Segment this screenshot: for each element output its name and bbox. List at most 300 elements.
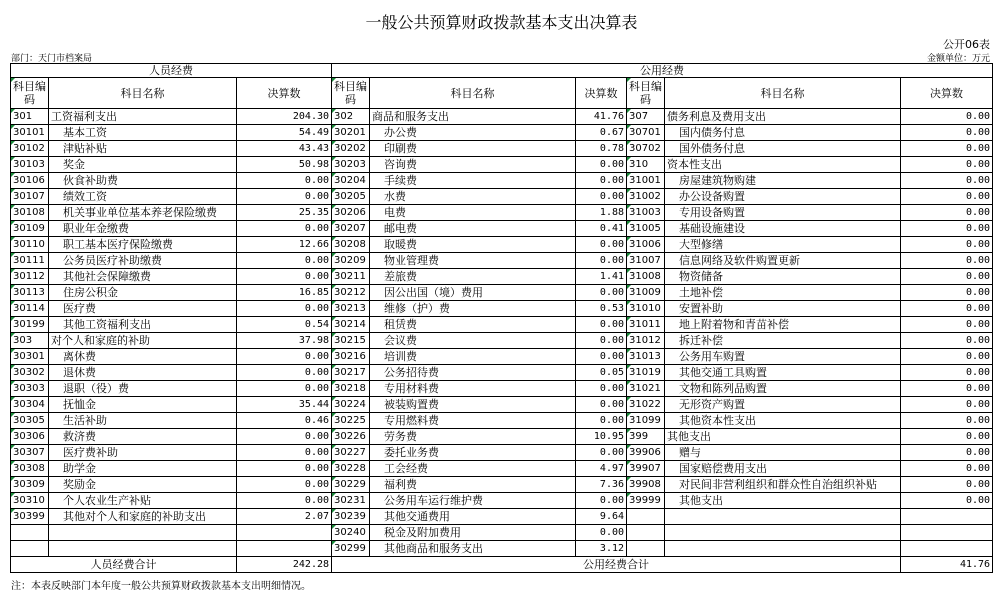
subject-name-cell: 委托业务费 [370, 445, 576, 461]
table-row [11, 269, 993, 285]
subject-name-cell: 维修（护）费 [370, 301, 576, 317]
subject-code-cell: 30114 [11, 301, 49, 317]
subject-code-cell: 31008 [627, 269, 665, 285]
table-row [11, 237, 993, 253]
subject-code-cell: 30206 [332, 205, 370, 221]
subject-code-cell: 30207 [332, 221, 370, 237]
subject-name-cell: 税金及附加费用 [370, 525, 576, 541]
amount-cell: 0.53 [576, 301, 627, 317]
subject-code-cell: 30212 [332, 285, 370, 301]
amount-cell: 10.95 [576, 429, 627, 445]
amount-cell: 0.00 [576, 333, 627, 349]
subject-code-cell: 30201 [332, 125, 370, 141]
subject-code-cell: 301 [11, 109, 49, 125]
public-total-label: 公用经费合计 [332, 557, 901, 573]
subject-name-cell: 手续费 [370, 173, 576, 189]
subject-code-cell: 30102 [11, 141, 49, 157]
subject-name-cell: 专用设备购置 [665, 205, 901, 221]
subject-name-cell: 印刷费 [370, 141, 576, 157]
subject-name-cell: 个人农业生产补贴 [49, 493, 237, 509]
amount-cell: 0.00 [576, 317, 627, 333]
public-total-value: 41.76 [901, 557, 993, 573]
subject-name-cell: 公务用车购置 [665, 349, 901, 365]
amount-cell: 0.00 [901, 413, 993, 429]
amount-cell: 0.00 [901, 333, 993, 349]
amount-cell: 0.00 [901, 269, 993, 285]
subject-code-cell: 30107 [11, 189, 49, 205]
subject-code-cell: 30218 [332, 381, 370, 397]
subject-name-cell: 绩效工资 [49, 189, 237, 205]
subject-name-cell: 租赁费 [370, 317, 576, 333]
column-header-row [11, 78, 993, 109]
subject-code-cell: 30308 [11, 461, 49, 477]
amount-cell: 0.54 [237, 317, 332, 333]
public-section-header: 公用经费 [332, 64, 993, 78]
subject-name-cell: 无形资产购置 [665, 397, 901, 413]
subject-name-cell: 办公设备购置 [665, 189, 901, 205]
subject-code-cell: 30701 [627, 125, 665, 141]
subject-code-cell: 30111 [11, 253, 49, 269]
subject-name-cell: 资本性支出 [665, 157, 901, 173]
personnel-section-header: 人员经费 [11, 64, 332, 78]
subject-name-cell: 其他交通费用 [370, 509, 576, 525]
header-name: 科目名称 [370, 78, 576, 109]
subject-code-cell [11, 525, 49, 541]
amount-cell: 7.36 [576, 477, 627, 493]
amount-cell: 0.00 [901, 253, 993, 269]
subject-code-cell: 31012 [627, 333, 665, 349]
header-amount: 决算数 [901, 78, 993, 109]
subject-name-cell: 伙食补助费 [49, 173, 237, 189]
subject-code-cell: 30214 [332, 317, 370, 333]
subject-code-cell: 310 [627, 157, 665, 173]
subject-code-cell: 30202 [332, 141, 370, 157]
subject-code-cell: 31099 [627, 413, 665, 429]
amount-cell: 16.85 [237, 285, 332, 301]
amount-cell: 3.12 [576, 541, 627, 557]
subject-name-cell: 其他交通工具购置 [665, 365, 901, 381]
amount-cell: 0.00 [576, 493, 627, 509]
table-row [11, 525, 993, 541]
amount-cell [901, 509, 993, 525]
amount-cell [237, 541, 332, 557]
amount-cell: 0.00 [237, 477, 332, 493]
amount-cell: 37.98 [237, 333, 332, 349]
amount-cell: 0.00 [901, 365, 993, 381]
subject-name-cell: 国家赔偿费用支出 [665, 461, 901, 477]
subject-code-cell: 30239 [332, 509, 370, 525]
subject-name-cell: 基础设施建设 [665, 221, 901, 237]
subject-name-cell: 因公出国（境）费用 [370, 285, 576, 301]
amount-cell: 0.00 [901, 349, 993, 365]
table-row [11, 205, 993, 221]
subject-code-cell: 30213 [332, 301, 370, 317]
subject-code-cell: 30240 [332, 525, 370, 541]
subject-code-cell: 39908 [627, 477, 665, 493]
amount-cell: 204.30 [237, 109, 332, 125]
subject-code-cell: 30307 [11, 445, 49, 461]
subject-code-cell: 30229 [332, 477, 370, 493]
subject-name-cell: 其他工资福利支出 [49, 317, 237, 333]
subject-code-cell: 399 [627, 429, 665, 445]
amount-cell: 0.00 [901, 189, 993, 205]
subject-code-cell: 30199 [11, 317, 49, 333]
table-row [11, 349, 993, 365]
subject-name-cell: 机关事业单位基本养老保险缴费 [49, 205, 237, 221]
subject-code-cell: 30299 [332, 541, 370, 557]
subject-code-cell: 39906 [627, 445, 665, 461]
subject-code-cell: 39999 [627, 493, 665, 509]
amount-cell: 0.78 [576, 141, 627, 157]
subject-name-cell: 其他支出 [665, 429, 901, 445]
subject-code-cell: 31011 [627, 317, 665, 333]
subject-code-cell: 31003 [627, 205, 665, 221]
subject-code-cell: 30702 [627, 141, 665, 157]
subject-name-cell: 抚恤金 [49, 397, 237, 413]
amount-cell: 1.41 [576, 269, 627, 285]
subject-name-cell: 大型修缮 [665, 237, 901, 253]
subject-code-cell: 303 [11, 333, 49, 349]
subject-name-cell: 赠与 [665, 445, 901, 461]
amount-cell: 0.00 [576, 349, 627, 365]
subject-code-cell: 30227 [332, 445, 370, 461]
header-name: 科目名称 [49, 78, 237, 109]
table-row [11, 317, 993, 333]
subject-code-cell [627, 509, 665, 525]
subject-name-cell [665, 509, 901, 525]
subject-code-cell: 30211 [332, 269, 370, 285]
table-row [11, 125, 993, 141]
subject-name-cell: 物资储备 [665, 269, 901, 285]
subject-name-cell: 其他对个人和家庭的补助支出 [49, 509, 237, 525]
amount-cell: 2.07 [237, 509, 332, 525]
amount-cell: 0.00 [901, 477, 993, 493]
amount-cell: 0.05 [576, 365, 627, 381]
department-label: 部门：天门市档案局 [11, 54, 93, 64]
table-row [11, 189, 993, 205]
amount-cell: 0.00 [576, 189, 627, 205]
subject-code-cell: 31022 [627, 397, 665, 413]
amount-cell: 0.00 [901, 125, 993, 141]
subject-name-cell: 其他支出 [665, 493, 901, 509]
footnote: 注：本表反映部门本年度一般公共预算财政拨款基本支出明细情况。 [11, 581, 311, 592]
subject-name-cell: 国内债务付息 [665, 125, 901, 141]
subject-name-cell: 职工基本医疗保险缴费 [49, 237, 237, 253]
subject-code-cell: 30217 [332, 365, 370, 381]
subject-code-cell: 30208 [332, 237, 370, 253]
table-row [11, 157, 993, 173]
amount-cell: 0.00 [576, 381, 627, 397]
amount-cell: 12.66 [237, 237, 332, 253]
subject-code-cell: 31005 [627, 221, 665, 237]
table-row [11, 461, 993, 477]
subject-name-cell [665, 541, 901, 557]
header-code: 科目编码 [332, 78, 370, 109]
subject-name-cell: 专用燃料费 [370, 413, 576, 429]
amount-cell: 9.64 [576, 509, 627, 525]
subject-code-cell: 302 [332, 109, 370, 125]
subject-name-cell: 专用材料费 [370, 381, 576, 397]
subject-code-cell: 30228 [332, 461, 370, 477]
amount-cell: 0.00 [576, 157, 627, 173]
subject-code-cell: 30112 [11, 269, 49, 285]
subject-code-cell: 30205 [332, 189, 370, 205]
subject-code-cell: 30399 [11, 509, 49, 525]
section-header-row [11, 64, 993, 78]
subject-code-cell: 30106 [11, 173, 49, 189]
header-name: 科目名称 [665, 78, 901, 109]
subject-code-cell: 30226 [332, 429, 370, 445]
amount-cell: 0.00 [901, 285, 993, 301]
subject-name-cell: 离休费 [49, 349, 237, 365]
subject-name-cell: 差旅费 [370, 269, 576, 285]
header-amount: 决算数 [237, 78, 332, 109]
subject-code-cell: 30231 [332, 493, 370, 509]
amount-cell: 0.00 [576, 413, 627, 429]
amount-cell: 35.44 [237, 397, 332, 413]
subject-code-cell: 30203 [332, 157, 370, 173]
amount-cell: 0.41 [576, 221, 627, 237]
totals-row [11, 557, 993, 573]
table-row [11, 445, 993, 461]
subject-code-cell: 30310 [11, 493, 49, 509]
amount-cell: 0.00 [901, 301, 993, 317]
subject-code-cell: 30302 [11, 365, 49, 381]
subject-name-cell: 地上附着物和青苗补偿 [665, 317, 901, 333]
subject-name-cell: 文物和陈列品购置 [665, 381, 901, 397]
amount-cell [901, 525, 993, 541]
table-row [11, 477, 993, 493]
subject-code-cell: 30305 [11, 413, 49, 429]
amount-cell: 0.00 [576, 253, 627, 269]
table-row [11, 109, 993, 125]
subject-code-cell: 30216 [332, 349, 370, 365]
amount-cell: 0.00 [901, 317, 993, 333]
subject-name-cell: 医疗费补助 [49, 445, 237, 461]
amount-cell: 0.00 [901, 141, 993, 157]
subject-code-cell: 31019 [627, 365, 665, 381]
amount-cell: 0.00 [576, 397, 627, 413]
subject-name-cell: 津贴补贴 [49, 141, 237, 157]
subject-name-cell: 其他资本性支出 [665, 413, 901, 429]
subject-name-cell: 土地补偿 [665, 285, 901, 301]
subject-code-cell: 31006 [627, 237, 665, 253]
amount-cell: 0.00 [237, 269, 332, 285]
amount-cell [237, 525, 332, 541]
subject-name-cell: 其他社会保障缴费 [49, 269, 237, 285]
table-row [11, 285, 993, 301]
subject-name-cell: 其他商品和服务支出 [370, 541, 576, 557]
subject-name-cell: 咨询费 [370, 157, 576, 173]
amount-cell: 0.00 [901, 381, 993, 397]
amount-cell: 50.98 [237, 157, 332, 173]
subject-name-cell: 助学金 [49, 461, 237, 477]
table-code: 公开06表 [943, 38, 990, 51]
amount-cell: 0.00 [237, 221, 332, 237]
personnel-total-label: 人员经费合计 [11, 557, 237, 573]
subject-name-cell: 被装购置费 [370, 397, 576, 413]
subject-name-cell [665, 525, 901, 541]
amount-cell: 43.43 [237, 141, 332, 157]
amount-cell: 0.00 [901, 493, 993, 509]
table-row [11, 253, 993, 269]
amount-cell [901, 541, 993, 557]
subject-name-cell: 邮电费 [370, 221, 576, 237]
amount-cell: 0.00 [901, 221, 993, 237]
subject-code-cell: 30306 [11, 429, 49, 445]
report-title: 一般公共预算财政拨款基本支出决算表 [365, 13, 638, 32]
subject-code-cell: 31010 [627, 301, 665, 317]
subject-name-cell: 电费 [370, 205, 576, 221]
subject-code-cell [627, 541, 665, 557]
subject-code-cell: 30303 [11, 381, 49, 397]
subject-name-cell: 住房公积金 [49, 285, 237, 301]
subject-name-cell: 职业年金缴费 [49, 221, 237, 237]
amount-cell: 0.00 [237, 365, 332, 381]
subject-name-cell: 基本工资 [49, 125, 237, 141]
subject-name-cell: 公务员医疗补助缴费 [49, 253, 237, 269]
subject-name-cell: 物业管理费 [370, 253, 576, 269]
amount-cell: 25.35 [237, 205, 332, 221]
subject-name-cell: 拆迁补偿 [665, 333, 901, 349]
subject-name-cell: 工会经费 [370, 461, 576, 477]
amount-cell: 0.00 [237, 173, 332, 189]
subject-name-cell: 工资福利支出 [49, 109, 237, 125]
subject-name-cell: 退职（役）费 [49, 381, 237, 397]
subject-name-cell: 对个人和家庭的补助 [49, 333, 237, 349]
amount-cell: 0.00 [901, 109, 993, 125]
amount-cell: 0.00 [237, 253, 332, 269]
table-row [11, 381, 993, 397]
subject-code-cell: 39907 [627, 461, 665, 477]
subject-code-cell: 30109 [11, 221, 49, 237]
subject-name-cell: 公务招待费 [370, 365, 576, 381]
amount-cell: 0.00 [237, 445, 332, 461]
subject-code-cell [11, 541, 49, 557]
amount-cell: 54.49 [237, 125, 332, 141]
table-row [11, 365, 993, 381]
amount-cell: 0.00 [237, 301, 332, 317]
table-row [11, 221, 993, 237]
subject-name-cell: 福利费 [370, 477, 576, 493]
expenditure-table [10, 63, 993, 573]
subject-code-cell [627, 525, 665, 541]
subject-name-cell: 会议费 [370, 333, 576, 349]
amount-cell: 0.67 [576, 125, 627, 141]
subject-code-cell: 30103 [11, 157, 49, 173]
subject-name-cell: 信息网络及软件购置更新 [665, 253, 901, 269]
table-row [11, 541, 993, 557]
subject-name-cell: 安置补助 [665, 301, 901, 317]
subject-code-cell: 30304 [11, 397, 49, 413]
subject-code-cell: 307 [627, 109, 665, 125]
subject-name-cell: 办公费 [370, 125, 576, 141]
subject-name-cell: 退休费 [49, 365, 237, 381]
subject-code-cell: 30204 [332, 173, 370, 189]
amount-cell: 0.00 [576, 285, 627, 301]
amount-cell: 0.00 [237, 189, 332, 205]
subject-name-cell: 医疗费 [49, 301, 237, 317]
amount-cell: 0.00 [576, 445, 627, 461]
subject-name-cell [49, 541, 237, 557]
subject-code-cell: 30209 [332, 253, 370, 269]
subject-code-cell: 31009 [627, 285, 665, 301]
subject-name-cell: 公务用车运行维护费 [370, 493, 576, 509]
table-row [11, 413, 993, 429]
table-row [11, 509, 993, 525]
subject-name-cell: 债务利息及费用支出 [665, 109, 901, 125]
amount-cell: 41.76 [576, 109, 627, 125]
amount-cell: 0.00 [237, 349, 332, 365]
table-row [11, 173, 993, 189]
personnel-total-value: 242.28 [237, 557, 332, 573]
subject-code-cell: 30108 [11, 205, 49, 221]
subject-name-cell: 房屋建筑物购建 [665, 173, 901, 189]
subject-code-cell: 31007 [627, 253, 665, 269]
subject-code-cell: 30101 [11, 125, 49, 141]
amount-cell: 0.00 [901, 173, 993, 189]
subject-name-cell: 培训费 [370, 349, 576, 365]
amount-cell: 0.00 [901, 397, 993, 413]
amount-cell: 0.00 [901, 461, 993, 477]
amount-cell: 0.00 [901, 445, 993, 461]
subject-name-cell: 救济费 [49, 429, 237, 445]
subject-name-cell: 取暖费 [370, 237, 576, 253]
subject-code-cell: 31001 [627, 173, 665, 189]
table-row [11, 429, 993, 445]
subject-name-cell: 生活补助 [49, 413, 237, 429]
amount-cell: 0.00 [576, 173, 627, 189]
header-code: 科目编码 [627, 78, 665, 109]
amount-cell: 0.00 [237, 493, 332, 509]
subject-name-cell: 水费 [370, 189, 576, 205]
subject-code-cell: 31013 [627, 349, 665, 365]
amount-cell: 0.00 [901, 237, 993, 253]
amount-cell: 4.97 [576, 461, 627, 477]
subject-name-cell [49, 525, 237, 541]
table-row [11, 397, 993, 413]
subject-code-cell: 30215 [332, 333, 370, 349]
amount-cell: 0.00 [901, 429, 993, 445]
amount-cell: 0.00 [237, 381, 332, 397]
subject-name-cell: 对民间非营利组织和群众性自治组织补贴 [665, 477, 901, 493]
subject-code-cell: 31021 [627, 381, 665, 397]
subject-code-cell: 31002 [627, 189, 665, 205]
subject-name-cell: 劳务费 [370, 429, 576, 445]
subject-code-cell: 30225 [332, 413, 370, 429]
amount-cell: 0.00 [576, 237, 627, 253]
header-amount: 决算数 [576, 78, 627, 109]
amount-cell: 0.00 [576, 525, 627, 541]
table-row [11, 333, 993, 349]
amount-cell: 0.00 [901, 205, 993, 221]
amount-cell: 0.00 [237, 461, 332, 477]
amount-cell: 0.46 [237, 413, 332, 429]
subject-name-cell: 奖励金 [49, 477, 237, 493]
unit-label: 金额单位：万元 [926, 54, 990, 64]
subject-name-cell: 奖金 [49, 157, 237, 173]
table-row [11, 301, 993, 317]
subject-code-cell: 30309 [11, 477, 49, 493]
header-code: 科目编码 [11, 78, 49, 109]
subject-name-cell: 商品和服务支出 [370, 109, 576, 125]
subject-code-cell: 30113 [11, 285, 49, 301]
subject-name-cell: 国外债务付息 [665, 141, 901, 157]
amount-cell: 1.88 [576, 205, 627, 221]
amount-cell: 0.00 [901, 157, 993, 173]
table-row [11, 493, 993, 509]
subject-code-cell: 30301 [11, 349, 49, 365]
